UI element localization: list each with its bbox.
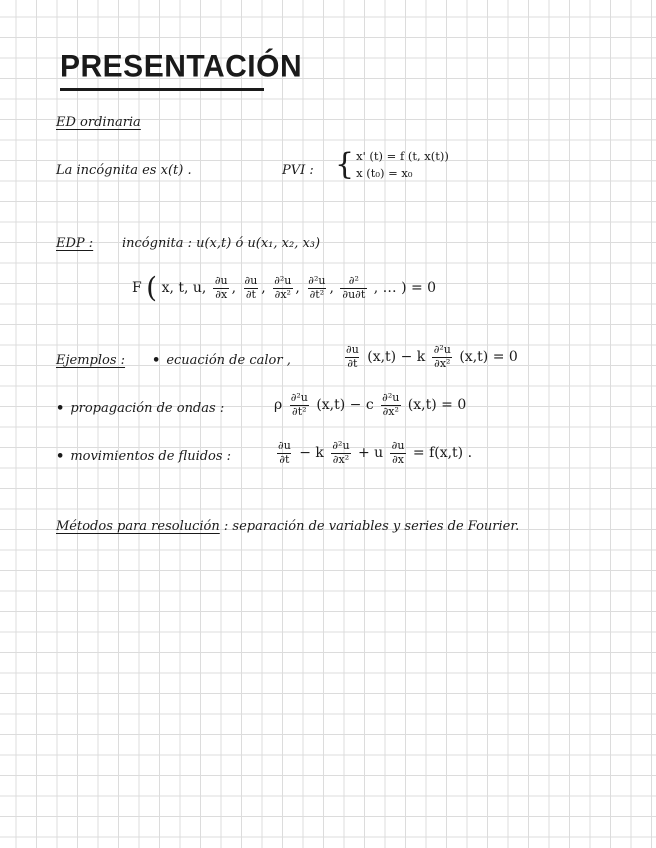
- fluid-equation: $\frac{\partial u}{\partial t}$ − k $\frac{\text{∂²u}}{\text{∂x²}}$ + u $\frac{\partial u}{\partial x}$ = f(x,t) .: [278, 439, 473, 466]
- edp-args: x, t, u,: [161, 280, 207, 296]
- brace-symbol: {: [335, 146, 355, 182]
- example-wave: • propagación de ondas :: [56, 401, 225, 416]
- heat-eq-end: (x,t) = 0: [459, 349, 518, 366]
- heat-label: ecuación de calor ,: [166, 353, 291, 368]
- frac-d2u-dx2: $\frac{\text{∂²u}}{\text{∂x²}}$: [332, 439, 350, 466]
- example-heat: • ecuación de calor ,: [152, 353, 291, 368]
- edp-unknown-text: incógnita : u(x,t) ó u(x₁, x₂, x₃): [122, 236, 321, 251]
- pvi-system: [335, 148, 449, 181]
- frac-d2-dudt: $\frac{\text{∂²}}{\partial u\partial t}$: [342, 273, 366, 301]
- edp-function-F: F: [132, 280, 142, 296]
- example-fluid: • movimientos de fluidos :: [56, 449, 232, 464]
- fluid-eq-end: = f(x,t) .: [412, 445, 473, 462]
- pvi-equation-2: x (t₀) = x₀: [356, 165, 413, 180]
- frac-d2u-dx2: $\frac{\text{∂²u}}{\text{∂x²}}$: [274, 273, 292, 301]
- ode-unknown-text: La incógnita es x(t) .: [56, 163, 192, 178]
- wave-eq-end: (x,t) = 0: [407, 397, 467, 414]
- methods-line: [56, 519, 519, 534]
- frac-du-dt: $\frac{\partial u}{\partial t}$: [346, 343, 359, 370]
- frac-d2u-dx2: $\frac{\text{∂²u}}{\text{∂x²}}$: [433, 343, 451, 370]
- wave-label: propagación de ondas :: [70, 401, 225, 416]
- edp-heading: EDP :: [56, 236, 94, 251]
- methods-heading: Métodos para resolución: [56, 519, 220, 534]
- pvi-label: PVI :: [282, 163, 314, 178]
- frac-du-dt: $\frac{\partial u}{\partial t}$: [244, 273, 258, 301]
- examples-heading: Ejemplos :: [56, 353, 126, 368]
- ode-heading: ED ordinaria: [56, 115, 141, 130]
- frac-d2u-dt2: $\frac{\text{∂²u}}{\text{∂t²}}$: [290, 391, 308, 418]
- heat-equation: $\frac{\partial u}{\partial t}$ (x,t) − k $\frac{\text{∂²u}}{\text{∂x²}}$ (x,t) = 0: [346, 343, 518, 370]
- frac-du-dt: $\frac{\partial u}{\partial t}$: [278, 439, 291, 466]
- wave-equation: ρ $\frac{\text{∂²u}}{\text{∂t²}}$ (x,t) − c $\frac{\text{∂²u}}{\text{∂x²}}$ (x,t) = 0: [274, 391, 467, 418]
- title-underline: [60, 88, 264, 91]
- pvi-equation-1: x' (t) = f (t, x(t)): [356, 149, 449, 163]
- edp-tail: , … ) = 0: [373, 280, 437, 296]
- frac-du-dx: $\frac{\partial u}{\partial x}$: [391, 439, 405, 466]
- edp-general-equation: F ( x, t, u, $\frac{\partial u}{\partial x}$ , $\frac{\partial u}{\partial t}$ , $\frac{\text{∂²u}}{\text{∂x²}}$ , $\frac{\text{∂²u}}{\text{∂t²}}$ , $\frac{\text{∂²}}{\partial u\partial t}$ , … ) = 0: [132, 271, 437, 304]
- methods-text: : separación de variables y series de Fourier.: [223, 519, 520, 534]
- fluid-label: movimientos de fluidos :: [70, 449, 232, 464]
- frac-d2u-dx2: $\frac{\text{∂²u}}{\text{∂x²}}$: [382, 391, 400, 418]
- frac-d2u-dt2: $\frac{\text{∂²u}}{\text{∂t²}}$: [308, 273, 326, 301]
- page-title: PRESENTACIÓN: [60, 49, 303, 84]
- frac-du-dx: $\frac{\partial u}{\partial x}$: [214, 273, 228, 301]
